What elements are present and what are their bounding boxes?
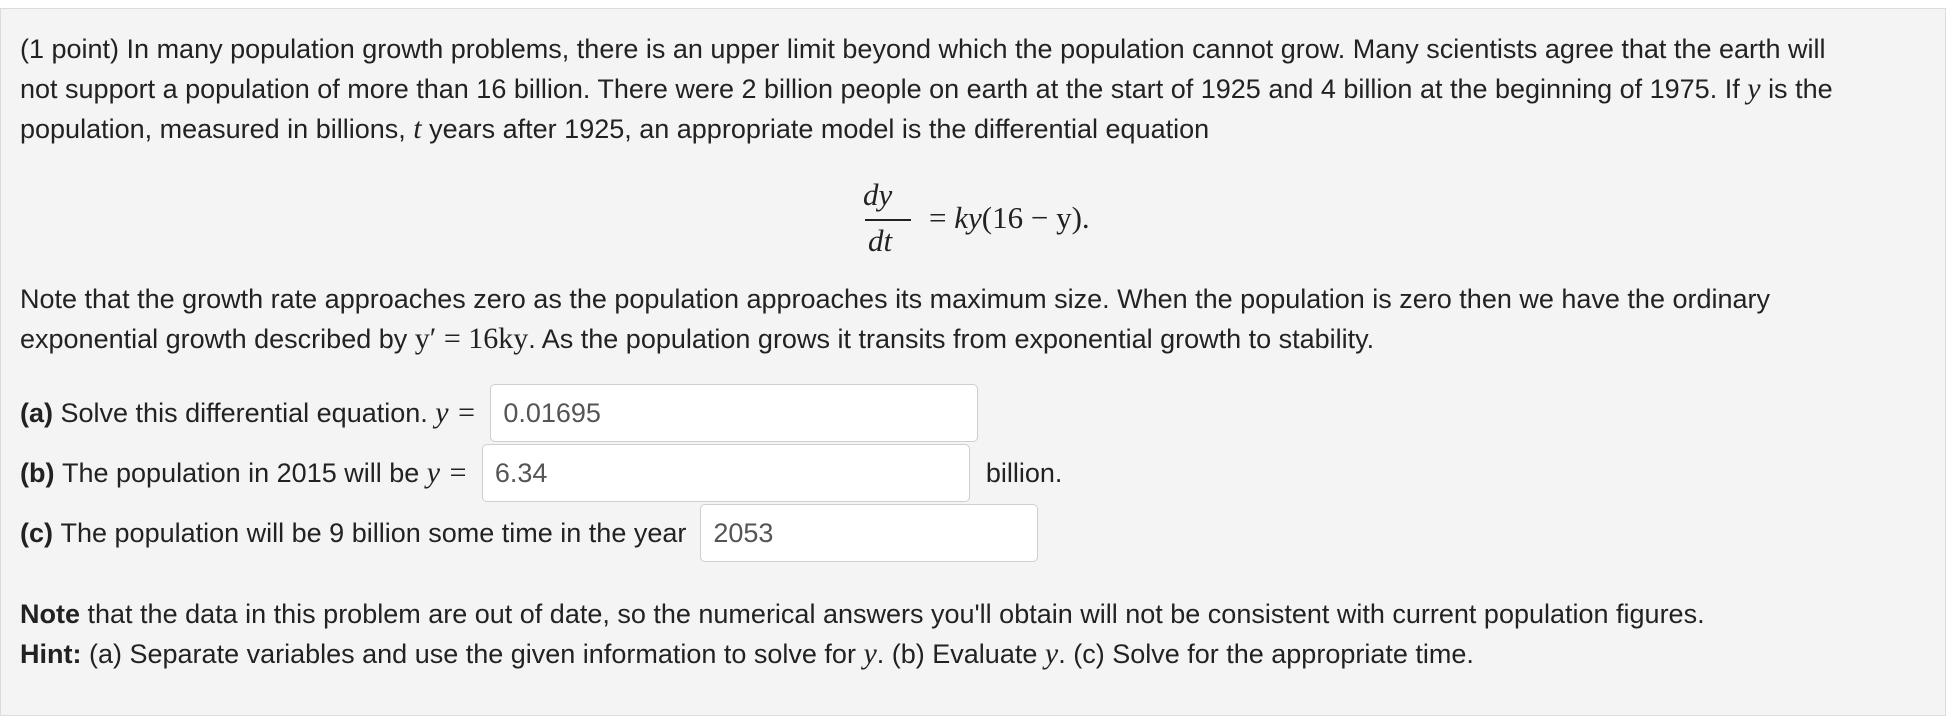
intro-text-1: (1 point) In many population growth problems, there is an upper limit beyond which the population cannot grow. Many scientists agree that the earth will (20, 34, 1826, 64)
intro-text-2: not support a population of more than 16 billion. There were 2 billion people on earth at the start of 1925 and 4 billion at the beginning of 1975. If (20, 74, 1740, 104)
part-c-text: The population will be 9 billion some time in the year (60, 517, 687, 548)
equation-ky: ky (954, 200, 982, 235)
part-c-row (20, 504, 1038, 562)
part-b-text: The population in 2015 will be (62, 457, 420, 488)
equation-numerator: dy (863, 177, 893, 212)
hint-c: . (c) Solve for the appropriate time. (1058, 639, 1474, 669)
intro-text-3a: population, measured in billions, (20, 114, 406, 144)
problem-panel (0, 8, 1946, 716)
intro-line-2 (20, 69, 1930, 109)
part-a-answer-input[interactable]: 0.01695 (490, 384, 978, 442)
equation-denominator: dt (868, 223, 893, 258)
hint-line (20, 634, 1930, 674)
growth-note-text-2a: exponential growth described by (20, 324, 408, 354)
problem-intro (20, 29, 1930, 149)
part-b-math: y = (426, 456, 468, 489)
part-a-row (20, 384, 978, 442)
equation-equals: = (929, 200, 947, 235)
hint-var-y-2: y (1044, 637, 1059, 670)
part-c-answer-input[interactable]: 2053 (700, 504, 1038, 562)
growth-note-line-2 (20, 319, 1930, 359)
note-label: Note (20, 599, 80, 629)
intro-text-3b: years after 1925, an appropriate model is the differential equation (429, 114, 1210, 144)
equation-rhs (929, 200, 1090, 236)
intro-line-3 (20, 109, 1930, 149)
hint-a: (a) Separate variables and use the given information to solve for (89, 639, 856, 669)
growth-note-text-1: Note that the growth rate approaches zero as the population approaches its maximum size. When the population is zero then we have the ordinary (20, 284, 1771, 314)
part-a-text: Solve this differential equation. (60, 397, 428, 428)
fraction-bar (865, 219, 911, 221)
var-t: t (413, 112, 422, 145)
note-text: that the data in this problem are out of date, so the numerical answers you'll obtain will not be consistent with current population figures. (87, 599, 1705, 629)
part-a-label: (a) (20, 397, 53, 428)
growth-note-math: y′ = 16ky (414, 322, 529, 355)
data-note-line (20, 594, 1930, 634)
intro-line-1 (20, 29, 1930, 69)
hint-b: . (b) Evaluate (876, 639, 1038, 669)
part-b-row (20, 444, 1062, 502)
var-y: y (1747, 72, 1761, 105)
intro-text-2-end: is the (1768, 74, 1833, 104)
footer-notes (20, 594, 1930, 674)
growth-note-line-1 (20, 279, 1930, 319)
part-b-suffix: billion. (985, 457, 1063, 488)
growth-note-text-2b: . As the population grows it transits from exponential growth to stability. (528, 324, 1375, 354)
differential-equation (841, 167, 1161, 267)
part-b-label: (b) (20, 457, 55, 488)
growth-note (20, 279, 1930, 359)
equation-rest: (16 − y). (981, 200, 1090, 235)
part-b-answer-input[interactable]: 6.34 (482, 444, 970, 502)
part-c-label: (c) (20, 517, 53, 548)
part-a-math: y = (435, 396, 477, 429)
hint-var-y-1: y (863, 637, 877, 670)
hint-label: Hint: (20, 639, 82, 669)
